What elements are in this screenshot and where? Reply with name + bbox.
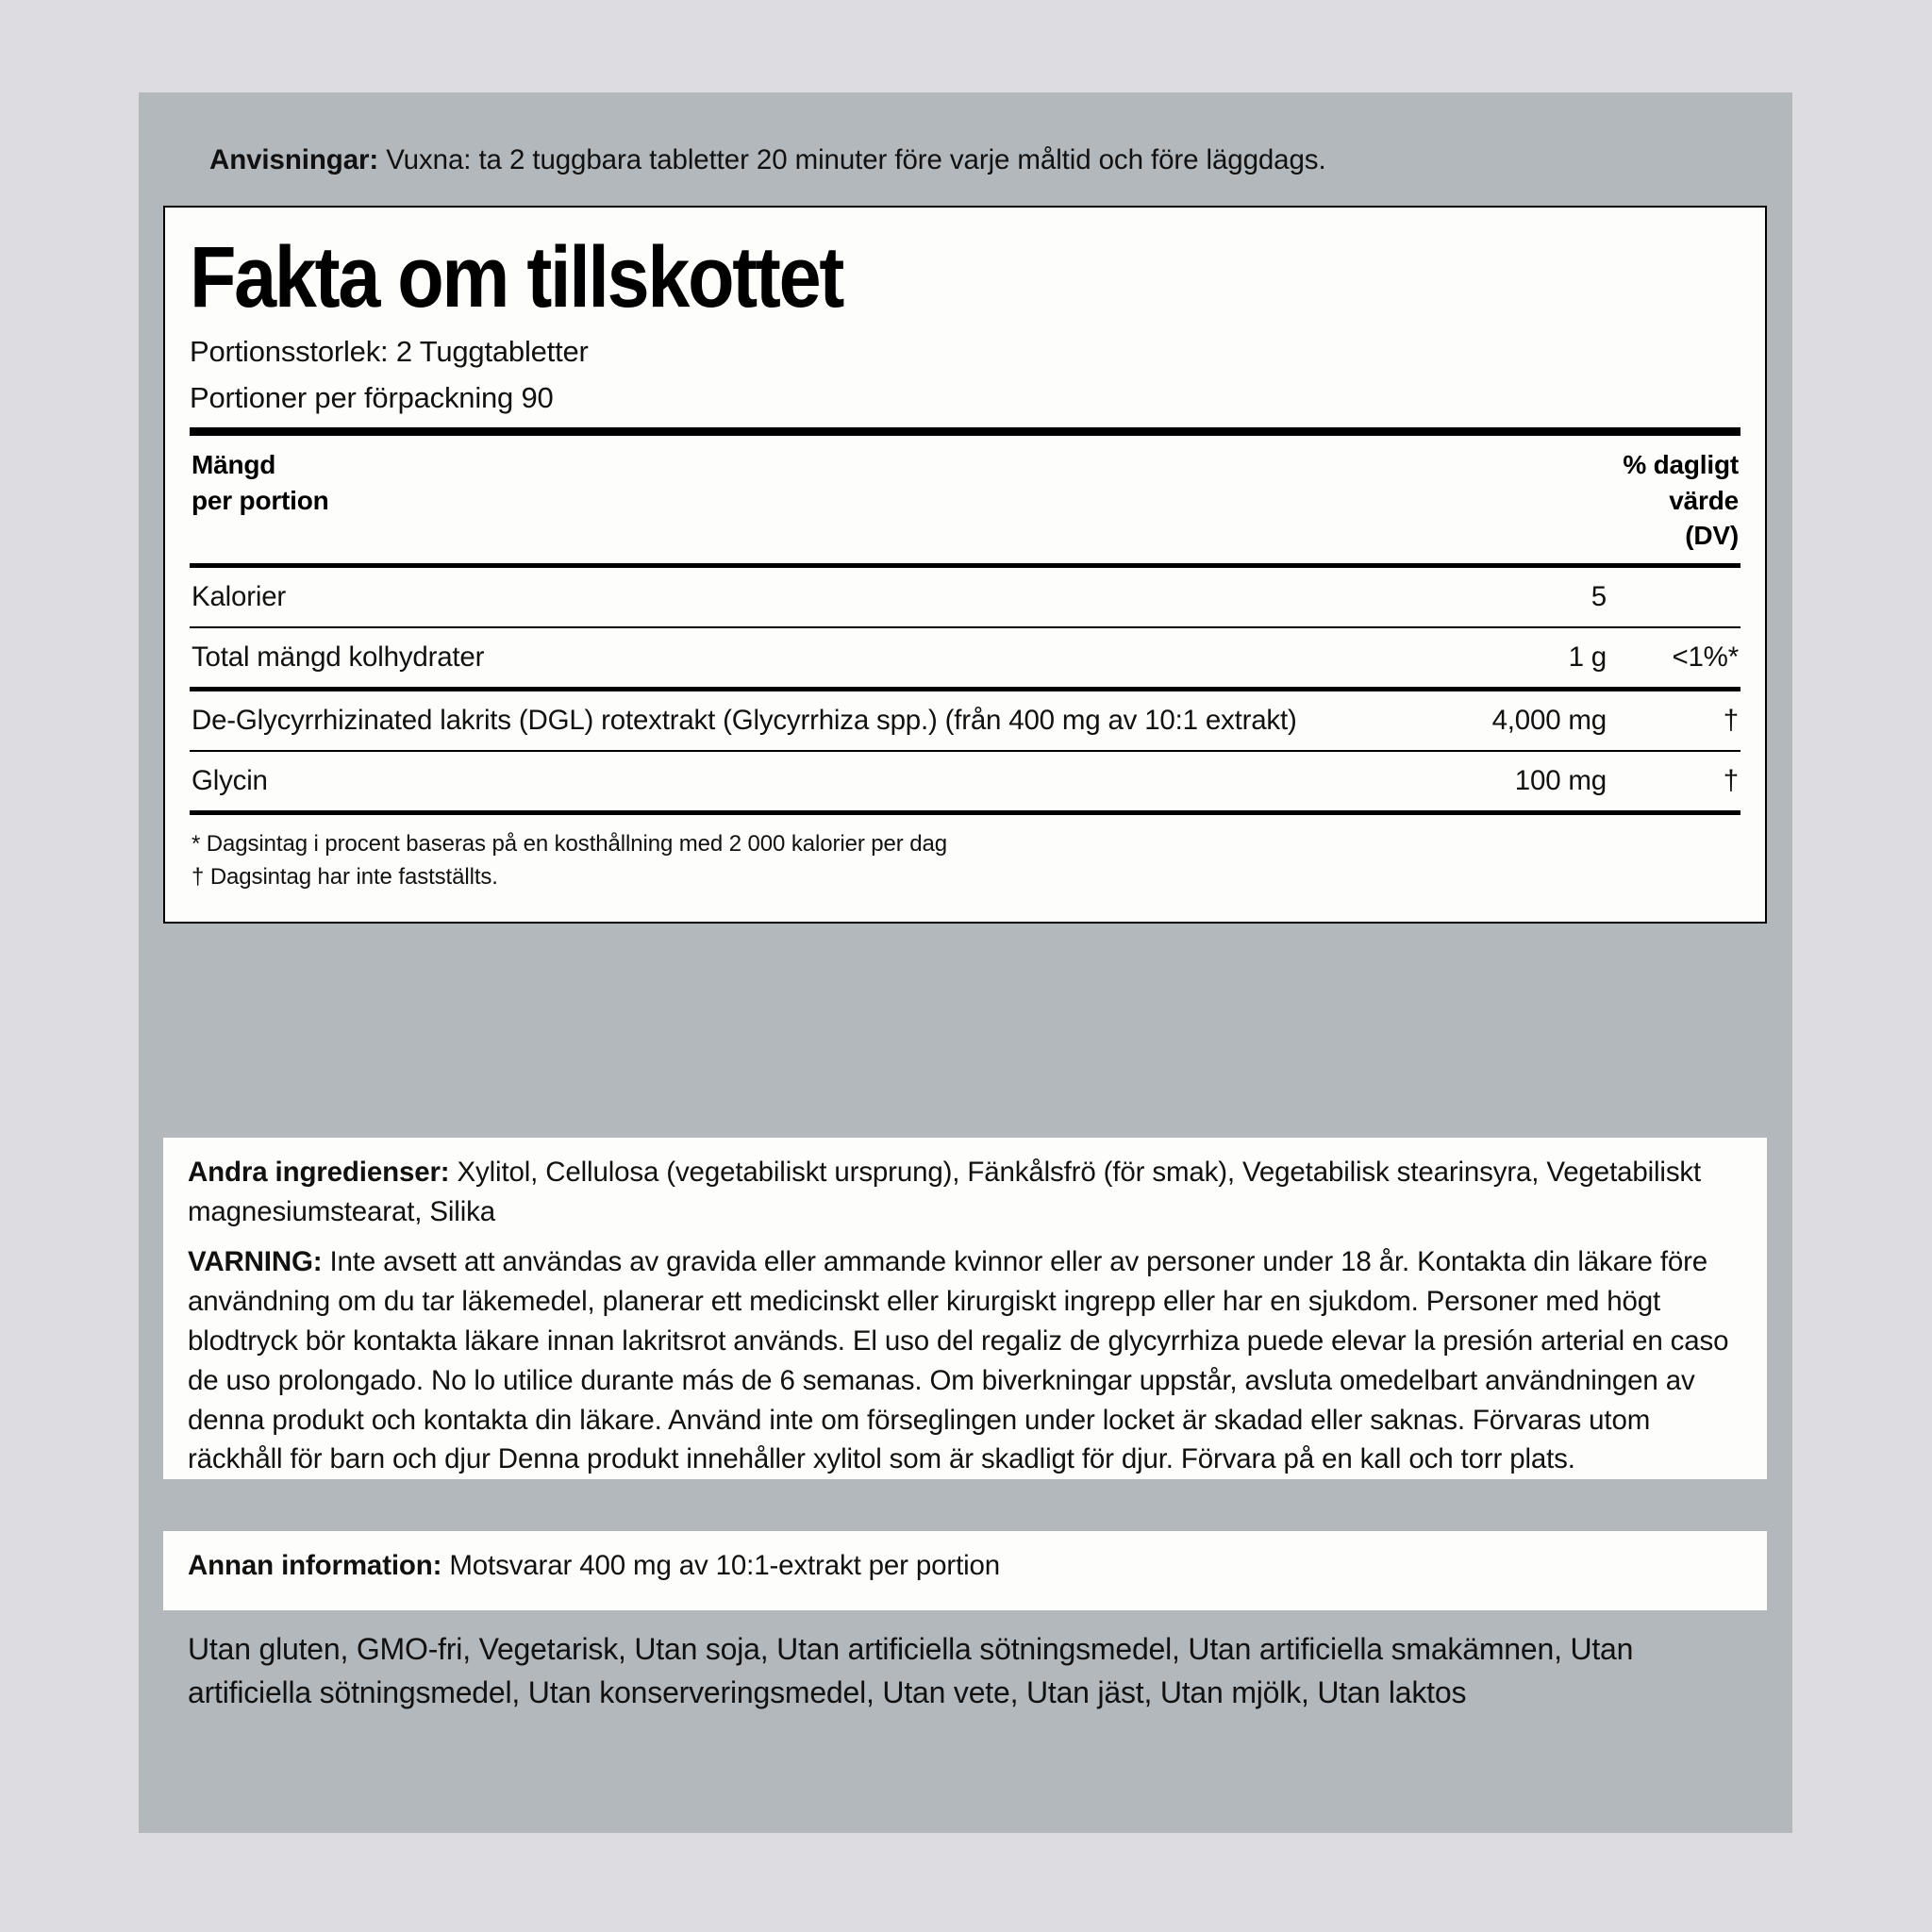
other-ingredients-block [163,1138,1767,1232]
table-row [190,568,1740,626]
supplement-facts-title: Fakta om tillskottet [190,229,843,325]
amount-per-serving-header [192,447,329,518]
serving-size: Portionsstorlek: 2 Tuggtabletter [190,334,589,368]
daily-value-header [1623,447,1739,554]
warning-label: VARNING: [188,1246,323,1277]
nutrient-dv: <1%* [1672,641,1739,674]
other-ingredients-value: Xylitol, Cellulosa (vegetabiliskt ursprung), Fänkålsfrö (för smak), Vegetabilisk stearinsyra, Vegetabiliskt magnesiumstearat, Silika [188,1157,1702,1227]
table-row [190,628,1740,687]
supplement-facts-panel [163,206,1767,924]
nutrient-amount: 100 mg [1514,765,1607,797]
nutrient-amount: 5 [1591,580,1607,612]
nutrient-name: Kalorier [192,580,287,612]
product-claims: Utan gluten, GMO-fri, Vegetarisk, Utan soja, Utan artificiella sötningsmedel, Utan artificiella smakämnen, Utan artificiella sötningsmedel, Utan konserveringsmedel, Utan vete, Utan jäst, Utan mjölk, Utan laktos [188,1632,1634,1710]
directions-line [209,142,1719,178]
other-information-label: Annan information: [188,1550,442,1581]
directions-text: Vuxna: ta 2 tuggbara tabletter 20 minuter före varje måltid och före läggdags. [378,144,1326,175]
rule-below-servings [190,427,1740,436]
other-information-text [188,1546,1742,1586]
footnotes [190,815,1740,897]
nutrient-name: Total mängd kolhydrater [192,641,485,674]
servings-per-container: Portioner per förpackning 90 [190,380,554,414]
other-information-value: Motsvarar 400 mg av 10:1-extrakt per portion [441,1550,1001,1581]
nutrient-name: Glycin [192,765,268,797]
dv-header-line2: värde [1669,485,1739,515]
amount-header-line1: Mängd [192,450,276,480]
other-ingredients-label: Andra ingredienser: [188,1157,450,1188]
table-row [190,752,1740,810]
table-header [190,436,1740,563]
amount-header-line2: per portion [192,485,329,515]
other-ingredients-text [188,1153,1742,1232]
table-row [190,691,1740,750]
dv-header-line1: % dagligt [1623,450,1739,480]
directions-label: Anvisningar: [209,144,379,175]
nutrient-dv: † [1723,705,1739,737]
warning-block [163,1227,1767,1479]
nutrient-amount: 4,000 mg [1491,705,1607,737]
dv-header-line3: (DV) [1685,521,1739,551]
nutrient-amount: 1 g [1568,641,1607,674]
other-information-block [163,1531,1767,1610]
footnote-dagger: † Dagsintag har inte fastställts. [192,863,498,890]
nutrient-name: De-Glycyrrhizinated lakrits (DGL) rotextrakt (Glycyrrhiza spp.) (från 400 mg av 10:1 extrakt) [192,705,1297,737]
nutrient-dv: † [1723,765,1739,797]
footnote-daily-value: * Dagsintag i procent baseras på en kosthållning med 2 000 kalorier per dag [192,831,948,858]
warning-value: Inte avsett att användas av gravida eller ammande kvinnor eller av personer under 18 år. Kontakta din läkare före användning om du tar läkemedel, planerar ett medicinskt eller kirurgiskt ingrepp eller har en sjukdom. Personer med högt blodtryck bör kontakta läkare innan lakritsrot används. El uso del regaliz de glycyrrhiza puede elevar la presión arterial en caso de uso prolongado. No lo utilice durante más de 6 semanas. Om biverkningar uppstår, avsluta omedelbart användningen av denna produkt och kontakta din läkare. Använd inte om förseglingen under locket är skadad eller saknas. Förvaras utom räckhåll för barn och djur Denna produkt innehåller xylitol som är skadligt för djur. Förvara på en kall och torr plats. [188,1246,1729,1475]
supplement-label-card [139,92,1792,1833]
warning-text [188,1242,1742,1479]
